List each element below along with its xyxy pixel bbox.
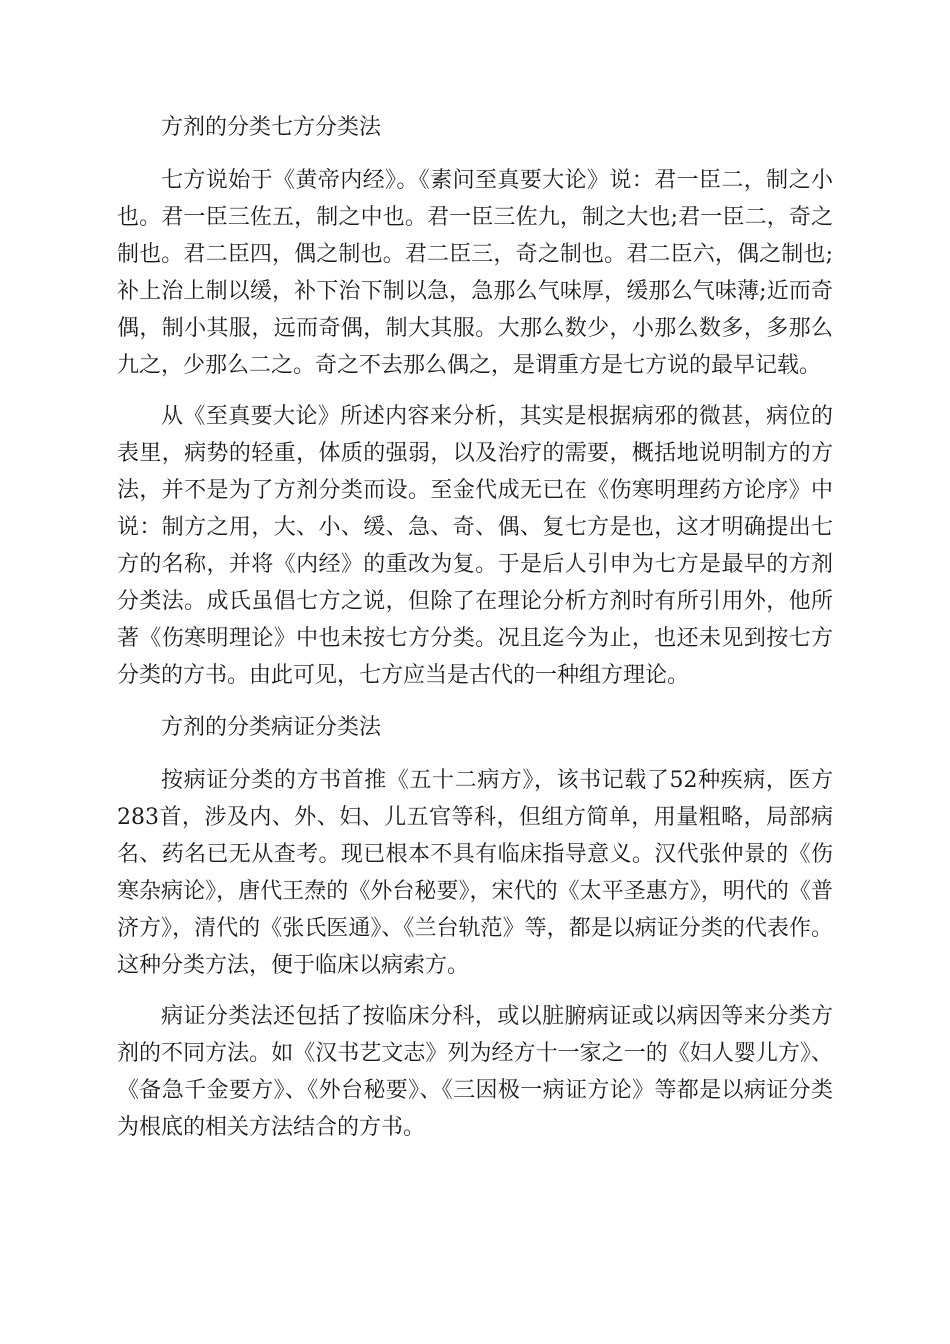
document-page [117,108,833,1160]
paragraph-seven-formulas-origin: 七方说始于《黄帝内经》。《素问至真要大论》说：君一臣二，制之小也。君一臣三佐五，制之中也。君一臣三佐九，制之大也;君一臣二，奇之制也。君二臣四，偶之制也。君二臣三，奇之制也。君二臣六，偶之制也;补上治上制以缓，补下治下制以急，急那么气味厚，缓那么气味薄;近而奇偶，制小其服，远而奇偶，制大其服。大那么数少，小那么数多，多那么九之，少那么二之。奇之不去那么偶之，是谓重方是七方说的最早记载。 [117,168,833,378]
section-heading-seven-formulas: 方剂的分类七方分类法 [161,115,382,140]
paragraph-seven-formulas-analysis: 从《至真要大论》所述内容来分析，其实是根据病邪的微甚，病位的表里，病势的轻重，体质的强弱，以及治疗的需要，概括地说明制方的方法，并不是为了方剂分类而设。至金代成无已在《伤寒明理药方论序》中说：制方之用，大、小、缓、急、奇、偶、复七方是也，这才明确提出七方的名称，并将《内经》的重改为复。于是后人引申为七方是最早的方剂分类法。成氏虽倡七方之说，但除了在理论分析方剂时有所引用外，他所著《伤寒明理论》中也未按七方分类。况且迄今为止，也还未见到按七方分类的方书。由此可见，七方应当是古代的一种组方理论。 [117,404,833,688]
section-heading-disease-classification: 方剂的分类病证分类法 [161,715,382,740]
paragraph-disease-classification-books: 按病证分类的方书首推《五十二病方》，该书记载了52种疾病，医方283首，涉及内、外、妇、儿五官等科，但组方简单，用量粗略，局部病名、药名已无从查考。现已根本不具有临床指导意义。汉代张仲景的《伤寒杂病论》，唐代王焘的《外台秘要》，宋代的《太平圣惠方》，明代的《普济方》，清代的《张氏医通》、《兰台轨范》等，都是以病证分类的代表作。这种分类方法，便于临床以病索方。 [117,768,833,978]
paragraph-disease-classification-methods: 病证分类法还包括了按临床分科，或以脏腑病证或以病因等来分类方剂的不同方法。如《汉书艺文志》列为经方十一家之一的《妇人婴儿方》、《备急千金要方》、《外台秘要》、《三因极一病证方论》等都是以病证分类为根底的相关方法结合的方书。 [117,1004,833,1140]
